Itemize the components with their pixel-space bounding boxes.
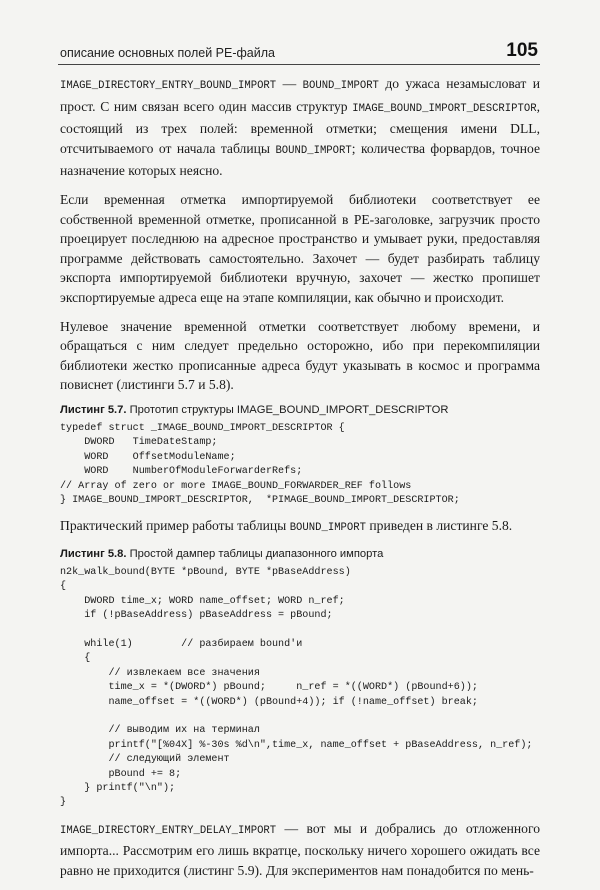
- listing-label: Листинг 5.7.: [60, 403, 127, 416]
- code-term: BOUND_IMPORT: [289, 522, 366, 535]
- paragraph-example-ref: [60, 516, 540, 539]
- text-run: до ужаса незамысловат и прост. С ним связан всего один массив структур: [60, 76, 541, 114]
- section-title: описание основных полей PE-файла: [60, 46, 275, 60]
- text-run: Практический пример работы таблицы: [60, 518, 290, 534]
- code-term: IMAGE_DIRECTORY_ENTRY_BOUND_IMPORT: [60, 80, 277, 92]
- text-run: — вот мы и добрались до отложенного импорта... Рассмотрим его лишь вкратце, поскольку ничего хорошего ожидать все равно не приходится (листинг 5.9). Для экспериментов нам понадобится по мень-: [60, 820, 540, 879]
- code-term: BOUND_IMPORT: [275, 144, 352, 157]
- paragraph-zero-timestamp: Нулевое значение временной отметки соответствует любому времени, и обращаться с ним следует предельно осторожно, ибо при перекомпиляции библиотеки жестко прописанные адреса будут указывать в космос и программа повиснет (листинги 5.7 и 5.8).: [60, 318, 540, 393]
- listing-5-8-caption: [60, 548, 540, 560]
- listing-label: Листинг 5.8.: [60, 547, 127, 560]
- text-run: приведен в листинге 5.8.: [365, 518, 513, 534]
- code-term: IMAGE_BOUND_IMPORT_DESCRIPTOR: [352, 102, 537, 115]
- page-body: [60, 74, 540, 890]
- code-term: IMAGE_DIRECTORY_ENTRY_DELAY_IMPORT: [60, 824, 277, 837]
- listing-title: Прототип структуры IMAGE_BOUND_IMPORT_DESCRIPTOR: [126, 403, 449, 416]
- listing-title: Простой дампер таблицы диапазонного импорта: [126, 547, 384, 560]
- listing-5-8-code: n2k_walk_bound(BYTE *pBound, BYTE *pBaseAddress) { DWORD time_x; WORD name_offset; WORD n_ref; if (!pBaseAddress) pBaseAddress = pBound; while(1) // разбираем bound'и { // извлекаем все значения time_x = *(DWORD*) pBound; n_ref = *((WORD*) (pBound+6)); name_offset = *((WORD*) (pBound+4)); if (!name_offset) break; // выводим их на терминал printf("[%04X] %-30s %d\n",time_x, name_offset + pBaseAddress, n_ref); // следующий элемент pBound += 8; } printf("\n"); }: [60, 566, 533, 809]
- paragraph-timestamp: Если временная отметка импортируемой библиотеки соответствует ее собственной временной отметке, прописанной в PE-заголовке, загрузчик просто проецирует последнюю на адресное пространство и умывает руки, предоставляя программе действовать самостоятельно. Захочет — будет разбирать таблицу экспорта импортируемой библиотеки вручную, захочет — жестко пропишет экспортируемые адреса еще на этапе компиляции, как обычно и происходит.: [60, 191, 540, 305]
- paragraph-bound-import-intro: [60, 74, 540, 181]
- code-term: BOUND_IMPORT: [302, 80, 379, 92]
- listing-5-7-caption: [60, 404, 540, 416]
- text-run: , состоящий из трех полей: временной отметки; смещения имени DLL, отсчитываемого от начала таблицы: [60, 98, 540, 156]
- listing-5-7-code: typedef struct _IMAGE_BOUND_IMPORT_DESCRIPTOR { DWORD TimeDateStamp; WORD OffsetModuleName; WORD NumberOfModuleForwarderRefs; // Array of zero or more IMAGE_BOUND_FORWARDER_REF follows } IMAGE_BOUND_IMPORT_DESCRIPTOR, *PIMAGE_BOUND_IMPORT_DESCRIPTOR;: [60, 422, 460, 506]
- running-header: [58, 38, 540, 65]
- text-run: ; количества форвардов, точное назначение которых неясно.: [60, 140, 540, 179]
- text-run: —: [276, 76, 303, 91]
- paragraph-delay-import: [60, 819, 540, 881]
- page-number: 105: [506, 40, 538, 61]
